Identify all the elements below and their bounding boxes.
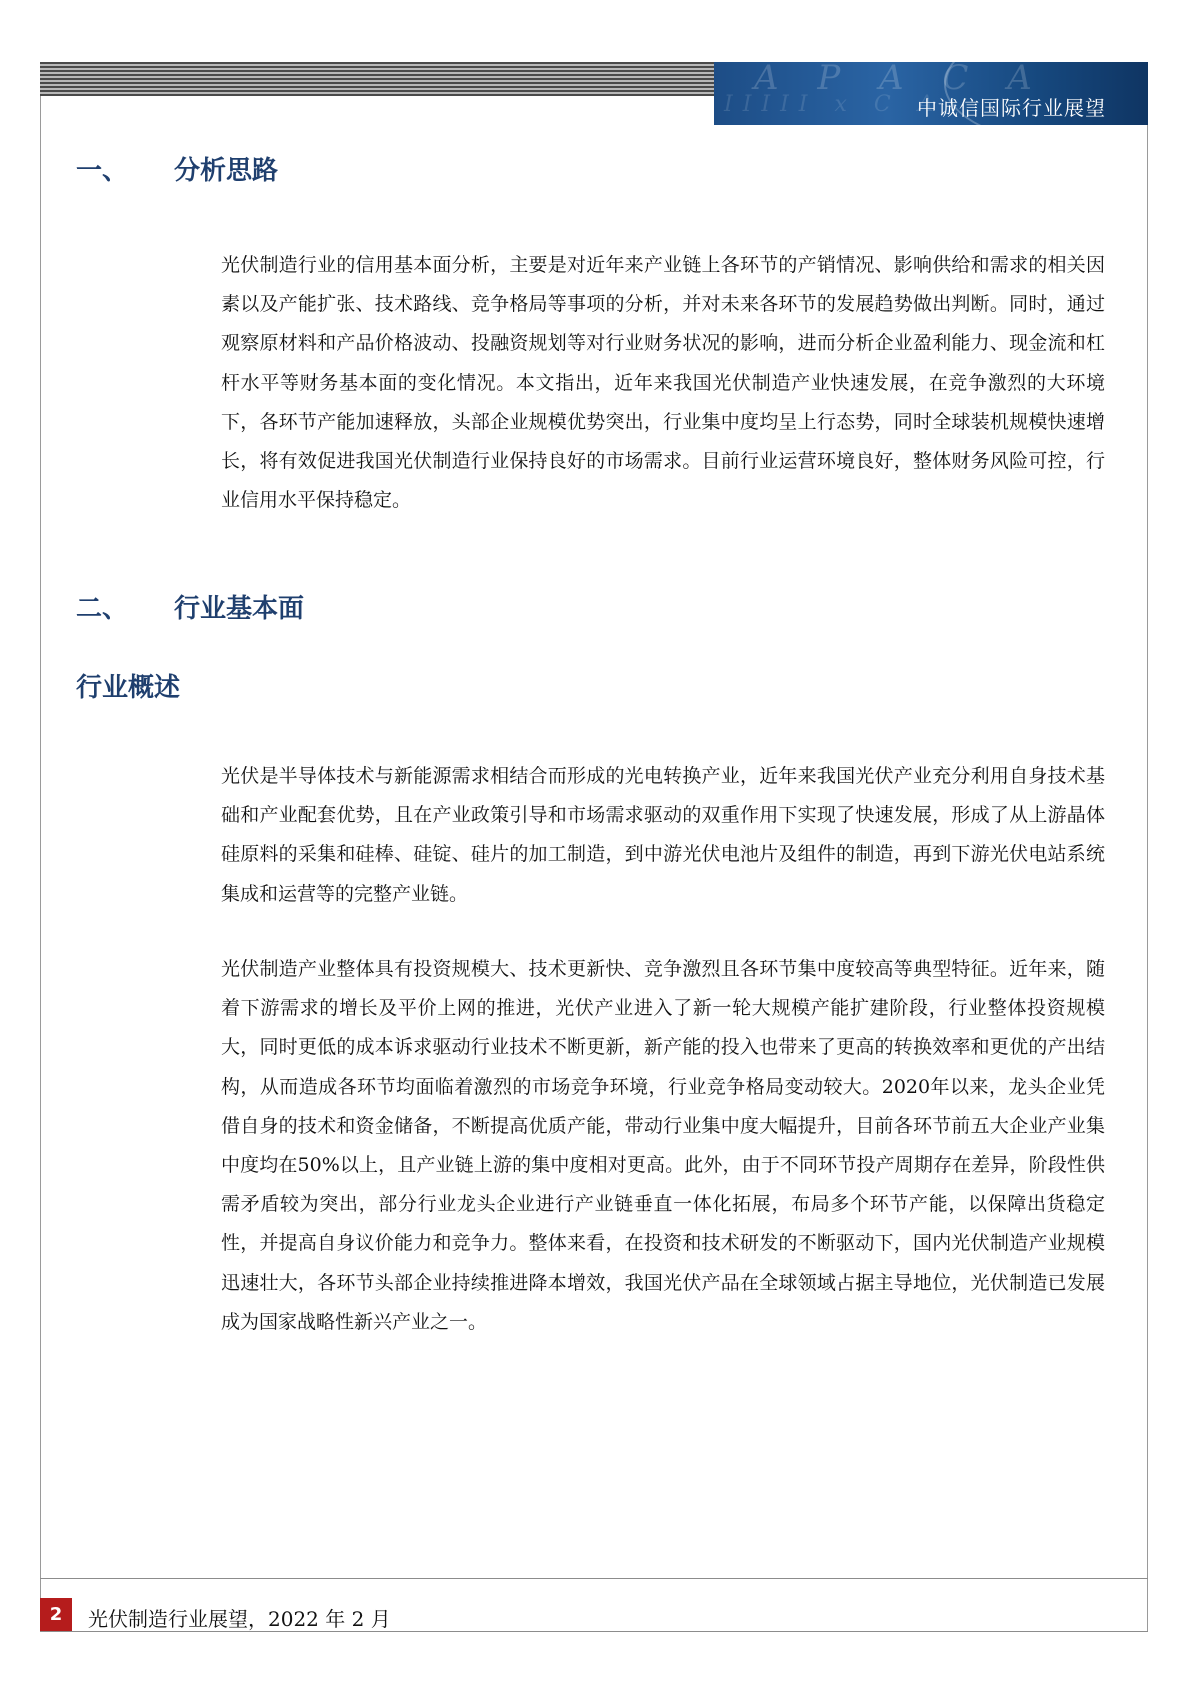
footer-rule bbox=[40, 1578, 1148, 1579]
banner-title: 中诚信国际行业展望 bbox=[917, 96, 1106, 120]
subsection-title: 行业概述 bbox=[76, 673, 181, 703]
section-heading-1 bbox=[76, 150, 278, 187]
footer-bottom-rule bbox=[40, 1631, 1148, 1632]
section-title: 分析思路 bbox=[174, 156, 279, 186]
header-banner bbox=[714, 62, 1148, 125]
paragraph-industry-overview-2: 光伏制造产业整体具有投资规模大、技术更新快、竞争激烈且各环节集中度较高等典型特征。近年来，随着下游需求的增长及平价上网的推进，光伏产业进入了新一轮大规模产能扩建阶段，行业整体投资规模大，同时更低的成本诉求驱动行业技术不断更新，新产能的投入也带来了更高的转换效率和更优的产出结构，从而造成各环节均面临着激烈的市场竞争环境，行业竞争格局变动较大。2020年以来，龙头企业凭借自身的技术和资金储备，不断提高优质产能，带动行业集中度大幅提升，目前各环节前五大企业产业集中度均在50%以上，且产业链上游的集中度相对更高。此外，由于不同环节投产周期存在差异，阶段性供需矛盾较为突出，部分行业龙头企业进行产业链垂直一体化拓展，布局多个环节产能，以保障出货稳定性，并提高自身议价能力和竞争力。整体来看，在投资和技术研发的不断驱动下，国内光伏制造产业规模迅速壮大，各环节头部企业持续推进降本增效，我国光伏产品在全球领域占据主导地位，光伏制造已发展成为国家战略性新兴产业之一。 bbox=[221, 958, 1105, 1333]
section-heading-2 bbox=[76, 588, 304, 625]
section-number: 一、 bbox=[76, 156, 129, 186]
paragraph-analysis-approach: 光伏制造行业的信用基本面分析，主要是对近年来产业链上各环节的产销情况、影响供给和需求的相关因素以及产能扩张、技术路线、竞争格局等事项的分析，并对未来各环节的发展趋势做出判断。同时，通过观察原材料和产品价格波动、投融资规划等对行业财务状况的影响，进而分析企业盈利能力、现金流和杠杆水平等财务基本面的变化情况。本文指出，近年来我国光伏制造产业快速发展，在竞争激烈的大环境下，各环节产能加速释放，头部企业规模优势突出，行业集中度均呈上行态势，同时全球装机规模快速增长，将有效促进我国光伏制造行业保持良好的市场需求。目前行业运营环境良好，整体财务风险可控，行业信用水平保持稳定。 bbox=[221, 254, 1105, 512]
section-title: 行业基本面 bbox=[174, 594, 305, 624]
banner-decoration-letters: A P A C A bbox=[754, 62, 1046, 98]
page-number-badge: 2 bbox=[40, 1598, 72, 1631]
paragraph-industry-overview-1: 光伏是半导体技术与新能源需求相结合而形成的光电转换产业，近年来我国光伏产业充分利用自身技术基础和产业配套优势，且在产业政策引导和市场需求驱动的双重作用下实现了快速发展，形成了从上游晶体硅原料的采集和硅棒、硅锭、硅片的加工制造，到中游光伏电池片及组件的制造，再到下游光伏电站系统集成和运营等的完整产业链。 bbox=[221, 765, 1105, 905]
header-stripe-bar bbox=[40, 62, 714, 96]
subsection-heading bbox=[76, 667, 180, 704]
section-number: 二、 bbox=[76, 594, 129, 624]
banner-decoration-letters-secondary: IIIII x C A bbox=[724, 92, 944, 117]
footer-text: 光伏制造行业展望，2022 年 2 月 bbox=[88, 1607, 391, 1631]
